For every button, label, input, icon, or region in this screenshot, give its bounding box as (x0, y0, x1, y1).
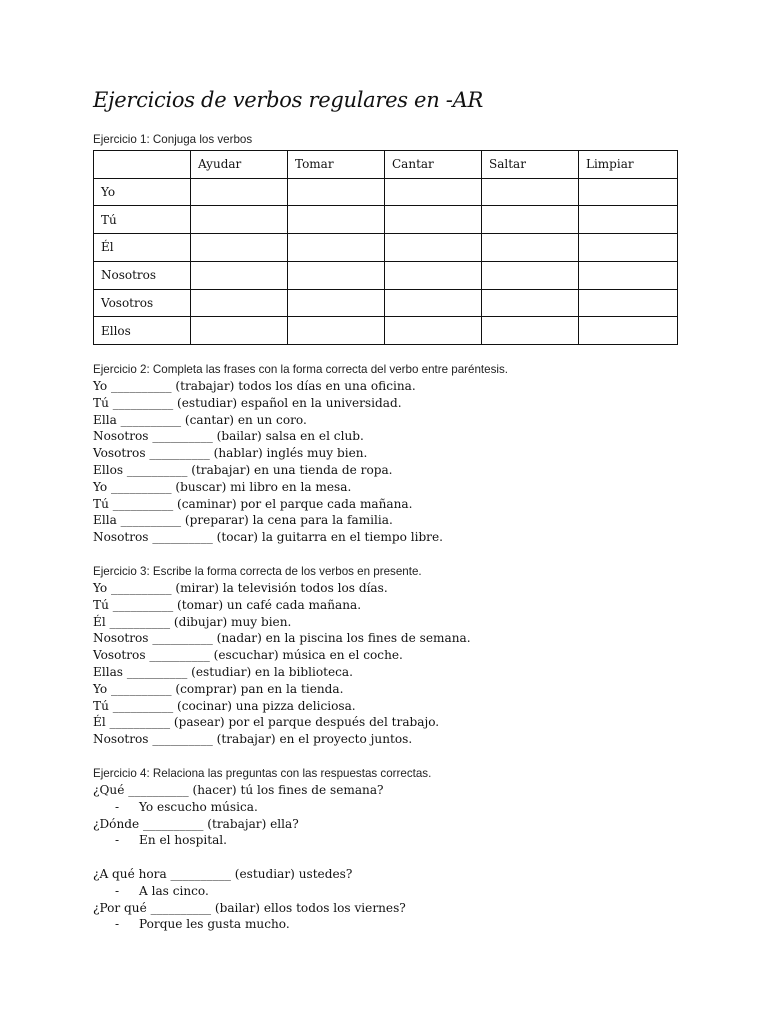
worksheet-title: Ejercicios de verbos regulares en -AR (93, 88, 483, 112)
bullet-dash: - (115, 917, 120, 932)
sentence-line: Nosotros __________ (trabajar) en el proyecto juntos. (93, 732, 413, 747)
exercise-3 (93, 563, 471, 748)
answer-cell[interactable] (385, 178, 482, 206)
sentence-line: Tú __________ (cocinar) una pizza deliciosa. (93, 698, 356, 713)
sentence-line: Vosotros __________ (hablar) inglés muy bien. (93, 446, 368, 461)
answer-cell[interactable] (288, 206, 385, 234)
answer-text: Porque les gusta mucho. (139, 917, 290, 932)
pronoun-cell: Nosotros (94, 261, 191, 289)
bullet-dash: - (115, 799, 120, 814)
answer-cell[interactable] (579, 234, 678, 262)
answer-cell[interactable] (191, 178, 288, 206)
answer-cell[interactable] (482, 289, 579, 317)
sentence-line: Nosotros __________ (nadar) en la piscina los fines de semana. (93, 631, 471, 646)
table-header-cell: Saltar (482, 151, 579, 179)
sentence-line: Ella __________ (preparar) la cena para la familia. (93, 513, 393, 528)
answer-cell[interactable] (385, 206, 482, 234)
table-header-cell: Tomar (288, 151, 385, 179)
answer-cell[interactable] (288, 261, 385, 289)
exercise-1-label: Ejercicio 1: Conjuga los verbos (93, 133, 253, 146)
answer-cell[interactable] (579, 317, 678, 345)
table-header-cell (94, 151, 191, 179)
answer-line (93, 883, 431, 900)
sentence-line: Ellas __________ (estudiar) en la biblioteca. (93, 664, 353, 679)
sentence-line: Ella __________ (cantar) en un coro. (93, 412, 307, 427)
answer-cell[interactable] (191, 234, 288, 262)
sentence-line: Yo __________ (buscar) mi libro en la mesa. (93, 479, 352, 494)
answer-cell[interactable] (482, 261, 579, 289)
answer-cell[interactable] (288, 178, 385, 206)
spacer (93, 849, 431, 866)
answer-cell[interactable] (482, 317, 579, 345)
answer-cell[interactable] (191, 206, 288, 234)
table-header-cell: Cantar (385, 151, 482, 179)
sentence-line: Él __________ (dibujar) muy bien. (93, 614, 292, 629)
pronoun-cell: Ellos (94, 317, 191, 345)
answer-cell[interactable] (482, 234, 579, 262)
answer-line (93, 799, 431, 816)
answer-cell[interactable] (579, 178, 678, 206)
table-row (94, 234, 678, 262)
pronoun-cell: Él (94, 234, 191, 262)
sentence-line: Vosotros __________ (escuchar) música en el coche. (93, 648, 403, 663)
answer-cell[interactable] (482, 178, 579, 206)
answer-cell[interactable] (385, 289, 482, 317)
sentence-line: Nosotros __________ (bailar) salsa en el club. (93, 429, 364, 444)
answer-line (93, 832, 431, 849)
answer-cell[interactable] (482, 206, 579, 234)
table-row (94, 261, 678, 289)
table-row (94, 206, 678, 234)
table-row (94, 317, 678, 345)
table-header-row (94, 151, 678, 179)
answer-cell[interactable] (288, 317, 385, 345)
exercise-4 (93, 765, 431, 933)
answer-text: En el hospital. (139, 833, 227, 848)
sentence-line: Tú __________ (tomar) un café cada mañana. (93, 597, 362, 612)
answer-cell[interactable] (191, 289, 288, 317)
answer-cell[interactable] (288, 289, 385, 317)
answer-text: A las cinco. (139, 883, 209, 898)
answer-cell[interactable] (579, 289, 678, 317)
answer-text: Yo escucho música. (139, 799, 258, 814)
question-line: ¿Qué __________ (hacer) tú los fines de semana? (93, 783, 384, 797)
question-line: ¿A qué hora __________ (estudiar) ustedes? (93, 866, 353, 881)
sentence-line: Yo __________ (trabajar) todos los días en una oficina. (93, 379, 416, 393)
table-row (94, 289, 678, 317)
answer-cell[interactable] (579, 261, 678, 289)
exercise-3-label: Ejercicio 3: Escribe la forma correcta de los verbos en presente. (93, 565, 422, 578)
sentence-line: Yo __________ (comprar) pan en la tienda. (93, 681, 344, 696)
answer-cell[interactable] (288, 234, 385, 262)
question-line: ¿Dónde __________ (trabajar) ella? (93, 816, 299, 831)
pronoun-cell: Tú (94, 206, 191, 234)
answer-cell[interactable] (579, 206, 678, 234)
answer-line (93, 916, 431, 933)
exercise-2 (93, 361, 508, 546)
table-row (94, 178, 678, 206)
sentence-line: Tú __________ (caminar) por el parque cada mañana. (93, 496, 413, 511)
sentence-line: Ellos __________ (trabajar) en una tienda de ropa. (93, 462, 393, 477)
bullet-dash: - (115, 833, 120, 848)
pronoun-cell: Yo (94, 178, 191, 206)
exercise-2-label: Ejercicio 2: Completa las frases con la forma correcta del verbo entre paréntesis. (93, 363, 508, 376)
answer-cell[interactable] (385, 317, 482, 345)
answer-cell[interactable] (191, 317, 288, 345)
sentence-line: Tú __________ (estudiar) español en la universidad. (93, 395, 402, 410)
question-line: ¿Por qué __________ (bailar) ellos todos los viernes? (93, 900, 406, 915)
answer-cell[interactable] (385, 261, 482, 289)
bullet-dash: - (115, 883, 120, 898)
answer-cell[interactable] (191, 261, 288, 289)
answer-cell[interactable] (385, 234, 482, 262)
pronoun-cell: Vosotros (94, 289, 191, 317)
exercise-4-label: Ejercicio 4: Relaciona las preguntas con las respuestas correctas. (93, 767, 432, 780)
sentence-line: Nosotros __________ (tocar) la guitarra en el tiempo libre. (93, 530, 443, 545)
table-header-cell: Limpiar (579, 151, 678, 179)
sentence-line: Yo __________ (mirar) la televisión todos los días. (93, 581, 388, 595)
table-header-cell: Ayudar (191, 151, 288, 179)
sentence-line: Él __________ (pasear) por el parque después del trabajo. (93, 715, 440, 730)
conjugation-table (93, 150, 678, 345)
